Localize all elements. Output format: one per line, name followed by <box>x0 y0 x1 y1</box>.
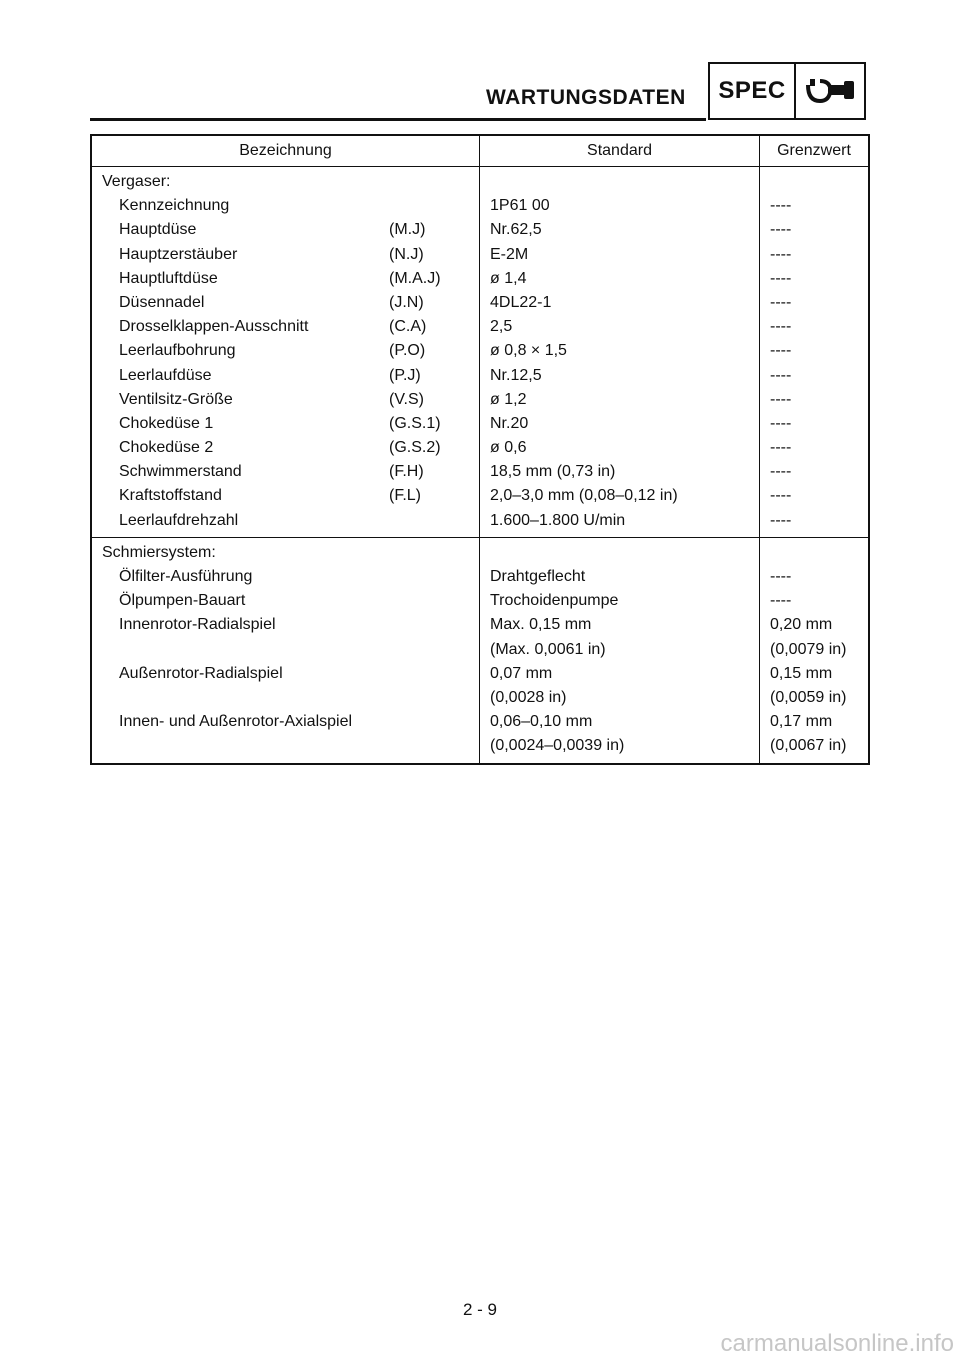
standard-value: 0,06–0,10 mm <box>490 713 593 731</box>
section-title: Schmiersystem: <box>102 543 216 561</box>
item-abbreviation: (P.O) <box>389 342 426 360</box>
item-name: Leerlaufdrehzahl <box>119 511 239 529</box>
standard-value: 1.600–1.800 U/min <box>490 511 626 529</box>
item-name: Innenrotor-Radialspiel <box>119 616 276 634</box>
item-name: Chokedüse 1 <box>119 414 214 432</box>
item-name: Hauptdüse <box>119 221 197 239</box>
table-row <box>102 589 479 613</box>
standard-value: 1P61 00 <box>490 197 550 215</box>
limit-column <box>759 538 868 763</box>
table-header <box>92 136 868 167</box>
standard-value: Drahtgeflecht <box>490 568 586 585</box>
wrench-icon <box>796 64 864 118</box>
standard-value: 18,5 mm (0,73 in) <box>490 463 616 481</box>
standard-value: Trochoidenpumpe <box>490 592 619 610</box>
limit-value: ---- <box>770 439 792 457</box>
spacer <box>770 170 868 194</box>
table-row <box>102 339 479 363</box>
limit-value: ---- <box>770 487 792 505</box>
limit-value: ---- <box>770 366 792 384</box>
item-abbreviation: (M.J) <box>389 221 426 239</box>
item-name: Chokedüse 2 <box>119 439 214 457</box>
standard-value: ø 0,8 × 1,5 <box>490 342 567 360</box>
limit-value: ---- <box>770 390 792 408</box>
limit-value: ---- <box>770 245 792 263</box>
limit-value: ---- <box>770 342 792 360</box>
limit-value: ---- <box>770 221 792 239</box>
item-abbreviation: (N.J) <box>389 245 424 263</box>
table-row <box>102 291 479 315</box>
designation-column <box>92 167 479 537</box>
limit-value: 0,20 mm <box>770 616 833 634</box>
limit-value: 0,17 mm <box>770 713 833 731</box>
limit-value: ---- <box>770 414 792 432</box>
designation-column <box>92 538 479 763</box>
standard-value: Nr.62,5 <box>490 221 542 239</box>
limit-value-imperial: (0,0067 in) <box>770 737 847 755</box>
standard-value-imperial: (0,0028 in) <box>490 688 567 706</box>
standard-value: E-2M <box>490 245 529 263</box>
item-name: Kraftstoffstand <box>119 487 222 505</box>
spacer <box>770 541 868 565</box>
standard-value: 2,0–3,0 mm (0,08–0,12 in) <box>490 487 678 505</box>
item-name: Drosselklappen-Ausschnitt <box>119 318 309 336</box>
item-name: Ölpumpen-Bauart <box>119 592 246 610</box>
table-row <box>102 388 479 412</box>
item-abbreviation: (V.S) <box>389 390 424 408</box>
limit-value: ---- <box>770 318 792 336</box>
table-row <box>102 509 479 533</box>
limit-value: ---- <box>770 568 792 585</box>
item-name: Außenrotor-Radialspiel <box>119 664 283 682</box>
spacer <box>102 734 479 758</box>
item-name: Düsennadel <box>119 293 205 311</box>
table-row <box>102 484 479 508</box>
column-header-bezeichnung: Bezeichnung <box>239 142 332 159</box>
standard-value: Nr.20 <box>490 414 529 432</box>
table-row <box>102 436 479 460</box>
item-abbreviation: (M.A.J) <box>389 269 441 287</box>
spacer <box>490 170 759 194</box>
item-abbreviation: (F.H) <box>389 463 424 481</box>
table-row <box>102 218 479 242</box>
table-row <box>102 267 479 291</box>
spacer <box>102 686 479 710</box>
limit-value: ---- <box>770 592 792 610</box>
item-abbreviation: (J.N) <box>389 293 424 311</box>
table-row <box>102 565 479 589</box>
standard-value: 4DL22-1 <box>490 293 552 311</box>
standard-value: ø 1,2 <box>490 390 527 408</box>
table-row <box>102 460 479 484</box>
limit-column <box>759 167 868 537</box>
table-row <box>102 412 479 436</box>
spec-label: SPEC <box>710 64 796 118</box>
limit-value-imperial: (0,0079 in) <box>770 640 847 658</box>
table-row <box>102 613 479 637</box>
spacer <box>490 541 759 565</box>
column-header-standard: Standard <box>479 136 759 166</box>
limit-value-imperial: (0,0059 in) <box>770 688 847 706</box>
specification-table <box>90 134 870 765</box>
section-title: Vergaser: <box>102 173 171 190</box>
standard-value-imperial: (Max. 0,0061 in) <box>490 640 606 658</box>
table-section <box>92 537 868 763</box>
table-row <box>102 364 479 388</box>
item-name: Ventilsitz-Größe <box>119 390 233 408</box>
limit-value: ---- <box>770 293 792 311</box>
item-name: Schwimmerstand <box>119 463 242 481</box>
standard-value: ø 1,4 <box>490 269 527 287</box>
item-abbreviation: (C.A) <box>389 318 427 336</box>
column-header-grenzwert: Grenzwert <box>759 136 868 166</box>
item-name: Leerlaufdüse <box>119 366 212 384</box>
item-name: Ölfilter-Ausführung <box>119 568 253 585</box>
limit-value: ---- <box>770 269 792 287</box>
standard-value: ø 0,6 <box>490 439 527 457</box>
standard-value: Nr.12,5 <box>490 366 542 384</box>
table-row <box>102 194 479 218</box>
table-row <box>102 315 479 339</box>
limit-value: 0,15 mm <box>770 664 833 682</box>
standard-value-imperial: (0,0024–0,0039 in) <box>490 737 625 755</box>
table-row <box>102 662 479 686</box>
item-abbreviation: (G.S.2) <box>389 439 441 457</box>
item-name: Kennzeichnung <box>119 197 230 215</box>
watermark: carmanualsonline.info <box>720 1330 954 1357</box>
table-row <box>102 243 479 267</box>
header-rule <box>90 118 706 121</box>
table-section <box>92 167 868 537</box>
item-name: Leerlaufbohrung <box>119 342 236 360</box>
standard-value: 2,5 <box>490 318 513 336</box>
standard-column <box>479 167 759 537</box>
spec-badge <box>708 62 866 120</box>
standard-value: 0,07 mm <box>490 664 553 682</box>
limit-value: ---- <box>770 511 792 529</box>
item-abbreviation: (P.J) <box>389 366 421 384</box>
standard-column <box>479 538 759 763</box>
limit-value: ---- <box>770 463 792 481</box>
item-abbreviation: (F.L) <box>389 487 421 505</box>
standard-value: Max. 0,15 mm <box>490 616 592 634</box>
table-row <box>102 710 479 734</box>
spacer <box>102 638 479 662</box>
item-name: Hauptluftdüse <box>119 269 218 287</box>
section-title: WARTUNGSDATEN <box>486 86 686 109</box>
page-number: 2 - 9 <box>462 1300 498 1319</box>
item-name: Innen- und Außenrotor-Axialspiel <box>119 713 353 731</box>
item-abbreviation: (G.S.1) <box>389 414 441 432</box>
limit-value: ---- <box>770 197 792 215</box>
item-name: Hauptzerstäuber <box>119 245 238 263</box>
